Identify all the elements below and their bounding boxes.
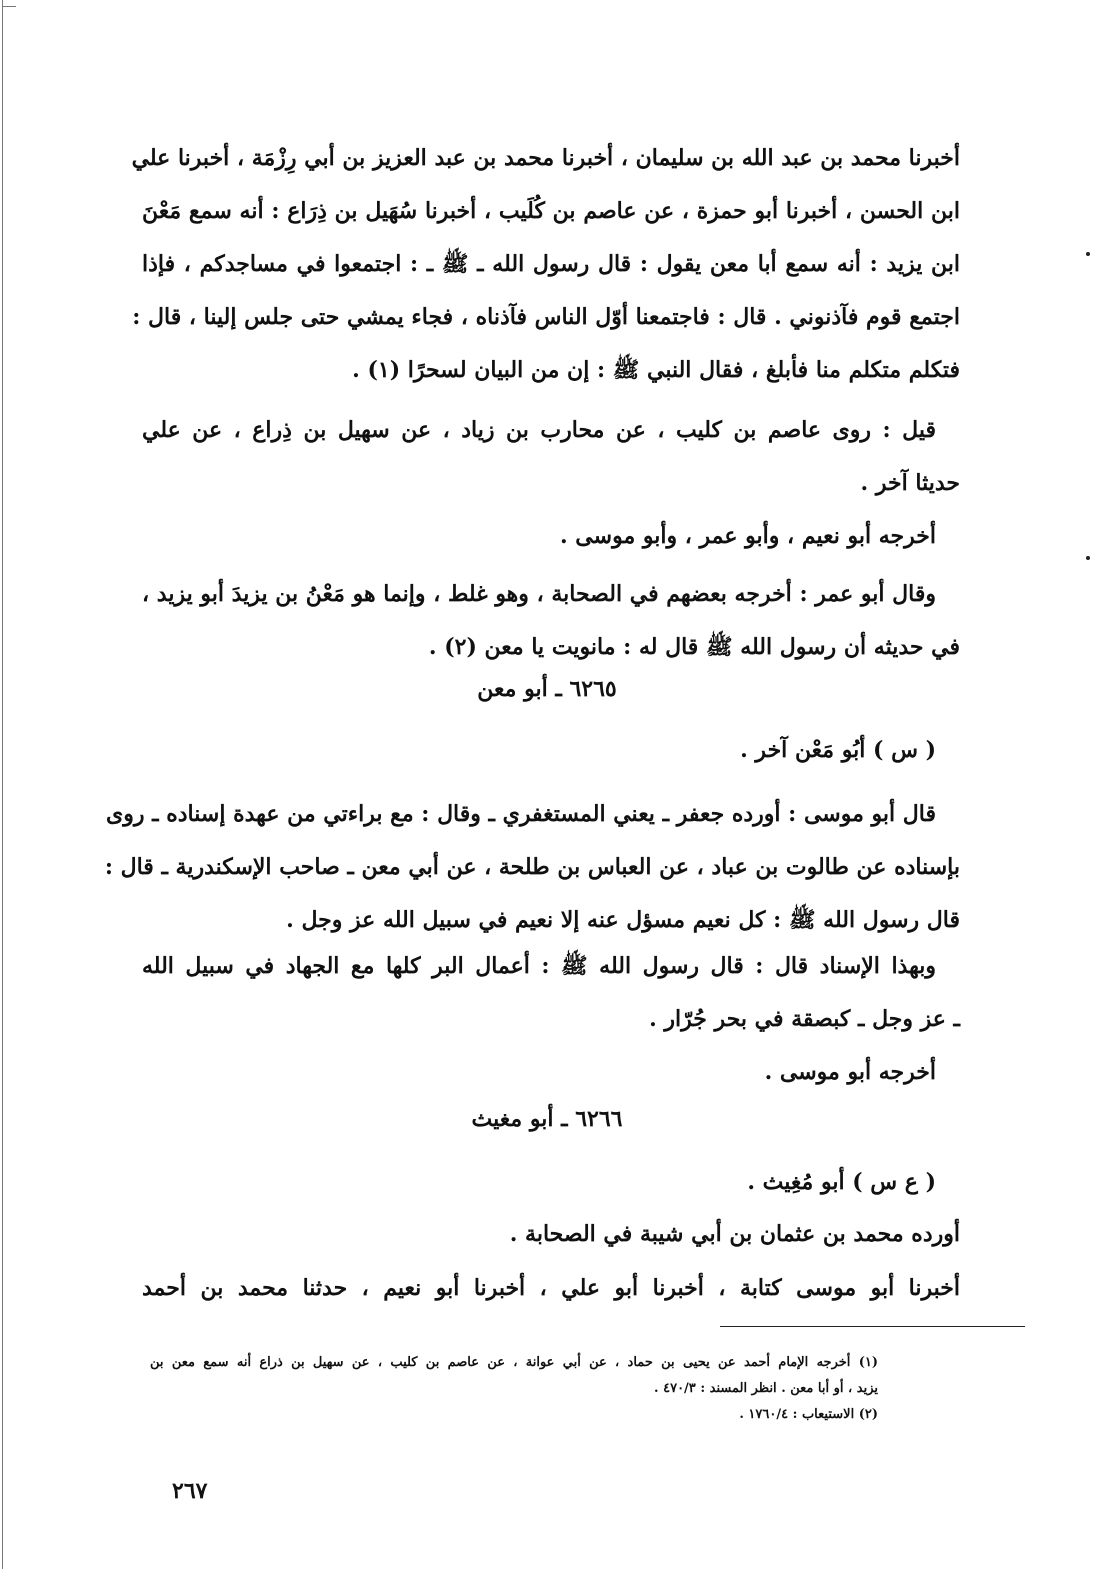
text-line: ابن الحسن ، أخبرنا أبو حمزة ، عن عاصم بن كُلَيب ، أخبرنا سُهَيل بن ذِرَاع : أنه سمع مَعْنَ [142, 198, 960, 224]
paragraph-qil [142, 404, 960, 510]
text-line: ( ع س ) أبو مُغِيث . [747, 1169, 936, 1195]
text-line: أخبرنا محمد بن عبد الله بن سليمان ، أخبرنا محمد بن عبد العزيز بن أبي رِزْمَة ، أخبرنا علي [131, 145, 960, 171]
text-line: قيل : روى عاصم بن كليب ، عن محارب بن زياد ، عن سهيل بن ذِراع ، عن علي [142, 417, 936, 443]
text-line: أخرجه أبو موسى . [764, 1059, 936, 1085]
paragraph-abu-umar [142, 568, 960, 674]
footnote-line: يزيد ، أو أبا معن . انظر المسند : ٤٧٠/٣ . [654, 1381, 878, 1396]
paragraph-chain-of-narration [131, 132, 960, 397]
text-line: أخرجه أبو نعيم ، وأبو عمر ، وأبو موسى . [559, 523, 936, 549]
text-line: ( س ) أبُو مَعْن آخر . [740, 737, 936, 763]
paragraph-bi-hadha-al-isnad [142, 940, 960, 1046]
scan-edge-line [2, 0, 3, 1569]
footnote-separator [720, 1326, 1025, 1327]
text-line: أخبرنا أبو موسى كتابة ، أخبرنا أبو علي ، أخبرنا أبو نعيم ، حدثنا محمد بن أحمد [142, 1275, 960, 1301]
paragraph-akhrajahu [142, 510, 960, 563]
scan-edge-tick [2, 6, 16, 7]
paragraph-entry-intro [142, 1156, 960, 1209]
scan-speck [1086, 252, 1090, 256]
paragraph-abu-musa [104, 788, 960, 947]
paragraph-akhrajahu-abu-musa [142, 1046, 960, 1099]
footnote-line: (٢) الاستيعاب : ١٧٦٠/٤ . [739, 1407, 878, 1422]
text-line: ابن يزيد : أنه سمع أبا معن يقول : قال رسول الله ـ ﷺ ـ : اجتمعوا في مساجدكم ، فإذا [142, 251, 960, 277]
page-number: ٢٦٧ [172, 1478, 208, 1504]
footnotes [150, 1350, 878, 1428]
footnote-line: (١) أخرجه الإمام أحمد عن يحيى بن حماد ، عن أبي عوانة ، عن عاصم بن كليب ، عن سهيل بن ذراع أنه سمع معن بن [150, 1355, 878, 1370]
paragraph-akhbarana [142, 1262, 960, 1315]
text-line: قال أبو موسى : أورده جعفر ـ يعني المستغفري ـ وقال : مع براءتي من عهدة إسناده ـ روى [106, 801, 936, 827]
scan-speck [1086, 556, 1090, 560]
text-line: فتكلم متكلم منا فأبلغ ، فقال النبي ﷺ : إن من البيان لسحرًا (١) . [352, 357, 960, 383]
paragraph-entry-intro [142, 724, 960, 777]
paragraph-awradahu [142, 1208, 960, 1261]
text-line: أورده محمد بن عثمان بن أبي شيبة في الصحابة . [509, 1221, 960, 1247]
text-line: في حديثه أن رسول الله ﷺ قال له : مانويت يا معن (٢) . [428, 634, 960, 660]
text-line: قال رسول الله ﷺ : كل نعيم مسؤل عنه إلا نعيم في سبيل الله عز وجل . [286, 907, 960, 933]
text-line: حديثا آخر . [860, 470, 960, 496]
text-line: وقال أبو عمر : أخرجه بعضهم في الصحابة ، وهو غلط ، وإنما هو مَعْنُ بن يزيدَ أبو يزيد ، [142, 581, 936, 607]
text-line: اجتمع قوم فآذنوني . قال : فاجتمعنا أوّل الناس فآذناه ، فجاء يمشي حتى جلس إلينا ، قال : [132, 304, 960, 330]
entry-heading: ٦٢٦٥ ـ أبو معن [477, 676, 617, 702]
text-line: بإسناده عن طالوت بن عباد ، عن العباس بن طلحة ، عن أبي معن ـ صاحب الإسكندرية ـ قال : [104, 854, 960, 880]
text-line: وبهذا الإسناد قال : قال رسول الله ﷺ : أعمال البر كلها مع الجهاد في سبيل الله [142, 953, 936, 979]
entry-heading: ٦٢٦٦ ـ أبو مغيث [471, 1106, 623, 1132]
text-line: ـ عز وجل ـ كبصقة في بحر جُرّار . [649, 1006, 960, 1032]
